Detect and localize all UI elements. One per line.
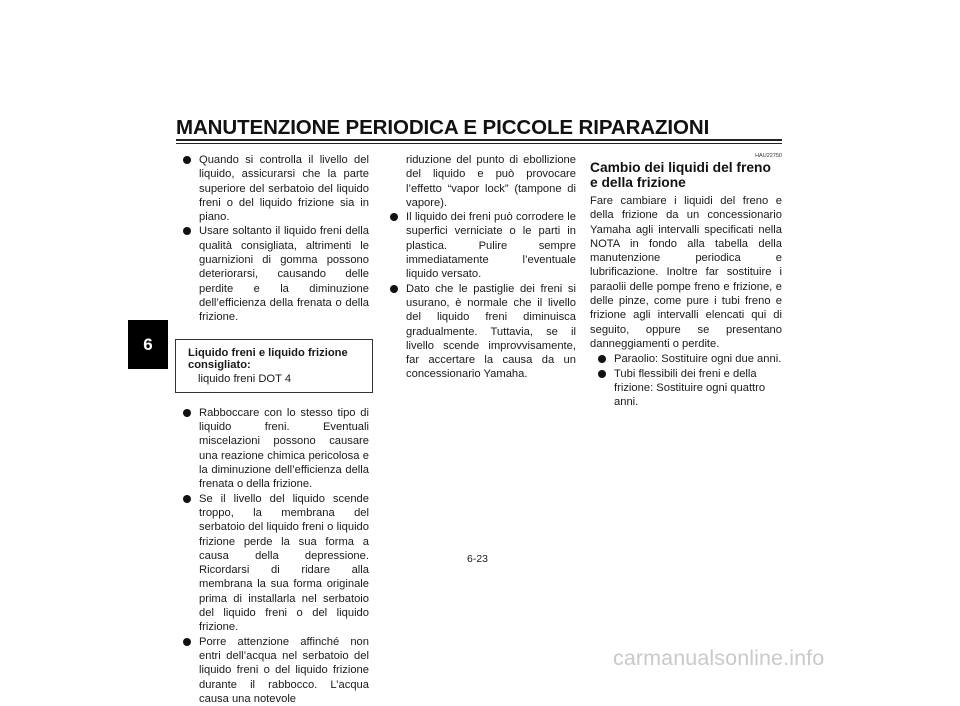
column-1 xyxy=(183,153,369,706)
spec-box-value: liquido freni DOT 4 xyxy=(198,372,292,385)
list-item-text: Dato che le pastiglie dei freni si usurano, è normale che il livello del liquido freni diminuisca gradualmente. Tuttavia, se il livello scende improvvisamente, far accertare la causa da un concessionario Yamaha. xyxy=(406,282,576,381)
bullet-icon xyxy=(183,156,191,164)
list-item xyxy=(390,210,576,281)
list-item xyxy=(183,492,369,635)
page-number: 6-23 xyxy=(467,553,489,565)
list-item-text: Usare soltanto il liquido freni della qualità consigliata, altrimenti le guarnizioni di gomma possono deteriorarsi, causando delle perdite e la diminuzione dell’efficienza della frenata o della frizione. xyxy=(199,225,369,324)
list-item-text: Tubi flessibili dei freni e della frizione: Sostituire ogni quattro anni. xyxy=(614,367,766,409)
bullet-icon xyxy=(183,495,191,503)
bullet-icon xyxy=(183,409,191,417)
list-item xyxy=(183,224,369,324)
bullet-icon xyxy=(598,370,606,378)
list-item-text: Quando si controlla il livello del liquido, assicurarsi che la parte superiore del serbatoio del liquido freni o del liquido frizione sia in piano. xyxy=(199,154,369,224)
list-item-text: Se il livello del liquido scende troppo, la membrana del serbatoio del liquido freni o liquido frizione perde la sua forma a causa della depressione. Ricordarsi di ridare alla membrana la sua forma originale prima di installarla nel serbatoio del liquido freni o del liquido frizione. xyxy=(199,492,369,634)
spec-box xyxy=(175,339,373,393)
column-2 xyxy=(390,153,576,382)
bullet-icon xyxy=(183,227,191,235)
section-title: Cambio dei liquidi del freno e della frizione xyxy=(590,160,771,190)
bullet-icon xyxy=(390,213,398,221)
list-item xyxy=(183,153,369,224)
list-item-text: riduzione del punto di ebollizione del liquido e può provocare l’effetto “vapor lock” (tampone di vapore). xyxy=(406,154,576,209)
list-item-text: Il liquido dei freni può corrodere le superfici verniciate o le parti in plastica. Pulire sempre immediatamente l’eventuale liquido versato. xyxy=(406,211,576,281)
section-code: HAU22750 xyxy=(755,153,782,159)
list-item-text: Rabboccare con lo stesso tipo di liquido freni. Eventuali miscelazioni possono causare una reazione chimica pericolosa e la diminuzione dell’efficienza della frenata o della frizione. xyxy=(199,406,369,491)
list-item xyxy=(183,406,369,492)
header-rule-thick xyxy=(176,139,782,141)
bullet-icon xyxy=(390,285,398,293)
spec-box-title: Liquido freni e liquido frizione consigliato: xyxy=(188,346,348,372)
watermark: carmanualsonline.info xyxy=(613,646,825,670)
section-list xyxy=(590,352,782,409)
list-item-text: Paraolio: Sostituire ogni due anni. xyxy=(614,353,782,366)
column-3 xyxy=(590,153,782,409)
bullet-icon xyxy=(183,638,191,646)
page-title: MANUTENZIONE PERIODICA E PICCOLE RIPARAZIONI xyxy=(176,116,710,139)
bullet-icon xyxy=(598,355,606,363)
list-item xyxy=(183,635,369,706)
list-item xyxy=(390,282,576,382)
list-item xyxy=(598,367,782,410)
header-rule-thin xyxy=(176,143,782,144)
chapter-tab: 6 xyxy=(128,320,168,369)
list-item-text: Porre attenzione affinché non entri dell’acqua nel serbatoio del liquido freni o del liquido frizione durante il rabbocco. L’acqua causa una notevole xyxy=(199,635,369,705)
section-paragraph: Fare cambiare i liquidi del freno e della frizione da un concessionario Yamaha agli intervalli specificati nella NOTA in fondo alla tabella della manutenzione periodica e lubrificazione. Inoltre far sostituire i paraolii delle pompe freno e frizione, e delle pinze, come pure i tubi freno e frizione agli intervalli elencati qui di seguito, oppure se presentano danneggiamenti o perdite. xyxy=(590,195,782,350)
list-item xyxy=(598,352,782,366)
list-item-continuation xyxy=(390,153,576,210)
